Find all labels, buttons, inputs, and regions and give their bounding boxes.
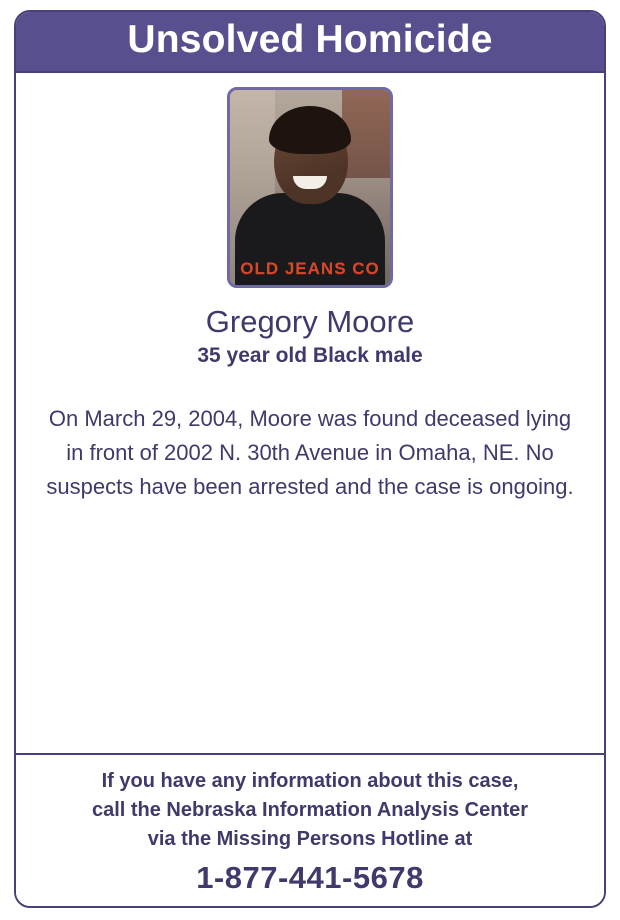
poster-footer: [16, 753, 604, 906]
hotline-phone-number[interactable]: 1-877-441-5678: [196, 860, 424, 895]
poster-card: [14, 10, 606, 908]
poster-body: [16, 73, 604, 753]
poster-header: [16, 12, 604, 73]
photo-shirt-text: OLD JEANS CO: [240, 258, 380, 278]
victim-photo: [227, 87, 393, 288]
footer-line-1: If you have any information about this case,: [101, 770, 519, 792]
page-title: Unsolved Homicide: [127, 18, 493, 61]
victim-description: 35 year old Black male: [197, 343, 423, 367]
footer-line-3: via the Missing Persons Hotline at: [147, 828, 473, 850]
case-narrative: On March 29, 2004, Moore was found deceased lying in front of 2002 N. 30th Avenue in Omaha, NE. No suspects have been arrested and the case is ongoing.: [46, 405, 574, 500]
victim-name: Gregory Moore: [205, 303, 415, 339]
footer-line-2: call the Nebraska Information Analysis Center: [91, 799, 529, 821]
